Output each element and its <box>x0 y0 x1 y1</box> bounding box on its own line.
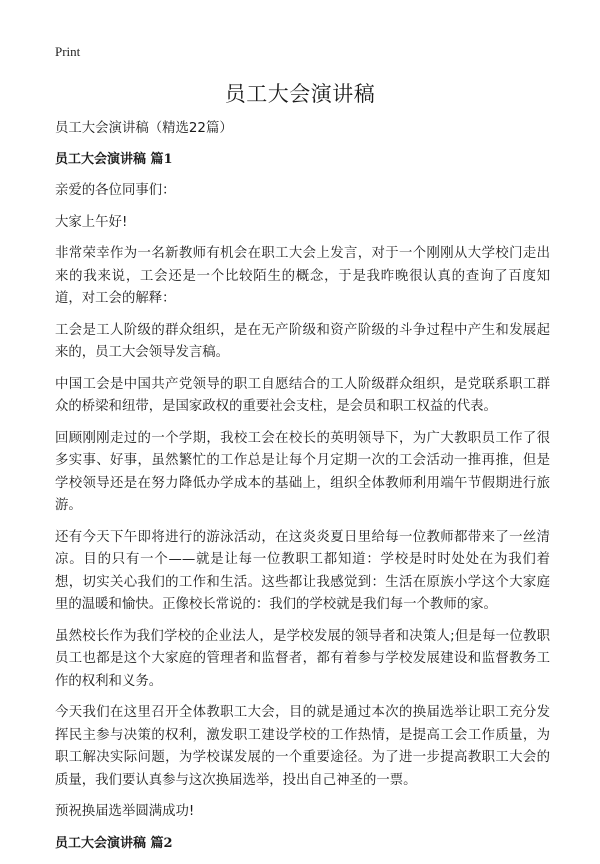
paragraph: 大家上午好! <box>55 214 128 230</box>
paragraph: 预祝换届选举圆满成功! <box>55 804 195 819</box>
document-subtitle: 员工大会演讲稿（精选22篇） <box>55 121 233 136</box>
paragraph: 非常荣幸作为一名新教师有机会在职工大会上发言，对于一个刚刚从大学校门走出来的我来说，工会还是一个比较陌生的概念，于是我昨晚很认真的查询了百度知道，对工会的解释： <box>55 246 550 306</box>
print-label: Print <box>55 44 81 59</box>
paragraph: 亲爱的各位同事们： <box>55 183 176 198</box>
paragraph: 今天我们在这里召开全体教职工大会，目的就是通过本次的换届选举让职工充分发挥民主参与决策的权利，激发职工建设学校的工作热情，是提高工会工作质量，为职工解决实际问题，为学校谋发展的一个重要途径。为了进一步提高教职工大会的质量，我们要认真参与这次换届选举，投出自己神圣的一票。 <box>55 705 550 788</box>
paragraph: 工会是工人阶级的群众组织，是在无产阶级和资产阶级的斗争过程中产生和发展起来的，员工大会领导发言稿。 <box>55 322 550 360</box>
paragraph: 回顾刚刚走过的一个学期，我校工会在校长的英明领导下，为广大教职员工作了很多实事、好事，虽然繁忙的工作总是让每个月定期一次的工会活动一推再推，但是学校领导还是在努力降低办学成本的基础上，组织全体教师利用端午节假期进行旅游。 <box>55 430 550 513</box>
page-title: 员工大会演讲稿 <box>224 82 376 106</box>
section-heading: 员工大会演讲稿 篇1 <box>55 152 173 167</box>
paragraph: 还有今天下午即将进行的游泳活动，在这炎炎夏日里给每一位教师都带来了一丝清凉。目的只有一个——就是让每一位教职工都知道：学校是时时处处在为我们着想，切实关心我们的工作和生活。这些都让我感觉到：生活在原族小学这个大家庭里的温暖和愉快。正像校长常说的：我们的学校就是我们每一个教师的家。 <box>55 529 550 612</box>
paragraph: 虽然校长作为我们学校的企业法人，是学校发展的领导者和决策人;但是每一位教职员工也都是这个大家庭的管理者和监督者，都有着参与学校发展建设和监督教务工作的权利和义务。 <box>55 628 550 689</box>
section-heading: 员工大会演讲稿 篇2 <box>55 835 173 851</box>
paragraph: 中国工会是中国共产党领导的职工自愿结合的工人阶级群众组织，是党联系职工群众的桥梁和纽带，是国家政权的重要社会支柱，是会员和职工权益的代表。 <box>55 376 550 414</box>
document-body <box>55 118 550 864</box>
